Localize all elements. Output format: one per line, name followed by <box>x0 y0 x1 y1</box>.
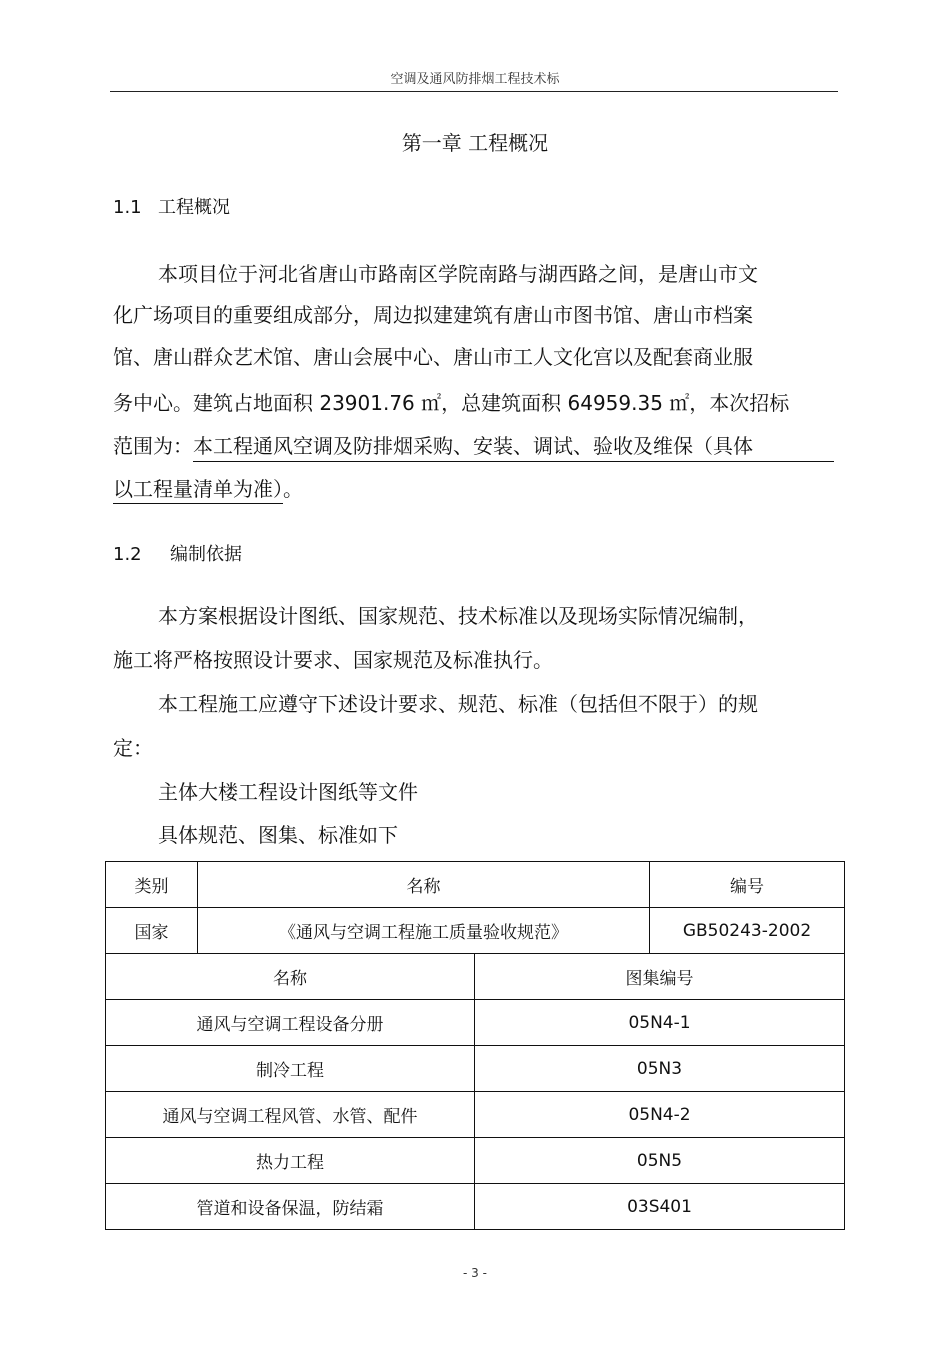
paragraph-line: 馆、唐山群众艺术馆、唐山会展中心、唐山市工人文化宫以及配套商业服 <box>113 345 753 369</box>
table-cell: 通风与空调工程风管、水管、配件 <box>106 1092 475 1138</box>
scope-line <box>113 473 303 502</box>
table-cell: 热力工程 <box>106 1138 475 1184</box>
table-row <box>106 908 845 954</box>
table-row <box>106 1046 845 1092</box>
section-number: 1.1 <box>113 197 142 218</box>
paragraph-line: 施工将严格按照设计要求、国家规范及标准执行。 <box>113 648 553 672</box>
table-header-cell: 类别 <box>106 862 198 908</box>
chapter-title: 第一章 工程概况 <box>401 131 549 155</box>
table-cell: 05N4-1 <box>475 1000 845 1046</box>
table-subheader-row <box>106 954 845 1000</box>
paragraph-line: 化广场项目的重要组成部分，周边拟建建筑有唐山市图书馆、唐山市档案 <box>113 303 753 327</box>
paragraph-line: 本工程施工应遵守下述设计要求、规范、标准（包括但不限于）的规 <box>158 692 758 716</box>
scope-underlined-text: 以工程量清单为准） <box>113 477 283 504</box>
page-number: - 3 - <box>463 1266 487 1280</box>
paragraph-line: 具体规范、图集、标准如下 <box>158 823 398 847</box>
table-cell: 国家 <box>106 908 198 954</box>
scope-end: 。 <box>283 477 303 501</box>
scope-underlined-text: 本工程通风空调及防排烟采购、安装、调试、验收及维保（具体 <box>193 430 834 462</box>
section-title: 编制依据 <box>170 544 242 565</box>
section-heading-1-2 <box>113 540 242 566</box>
section-number: 1.2 <box>113 544 142 565</box>
standards-table <box>105 861 845 1230</box>
table-cell: 《通风与空调工程施工质量验收规范》 <box>198 908 650 954</box>
table-cell: 05N5 <box>475 1138 845 1184</box>
page-header-title: 空调及通风防排烟工程技术标 <box>390 72 560 87</box>
table-cell: 05N4-2 <box>475 1092 845 1138</box>
table-cell: 制冷工程 <box>106 1046 475 1092</box>
table-header-row <box>106 862 845 908</box>
paragraph-line: 本项目位于河北省唐山市路南区学院南路与湖西路之间，是唐山市文 <box>158 262 758 286</box>
table-header-cell: 名称 <box>198 862 650 908</box>
paragraph-line: 定： <box>113 736 153 760</box>
table-cell: GB50243-2002 <box>650 908 845 954</box>
table-cell: 05N3 <box>475 1046 845 1092</box>
section-heading-1-1 <box>113 193 230 219</box>
table-header-cell: 名称 <box>106 954 475 1000</box>
paragraph-line: 本方案根据设计图纸、国家规范、技术标准以及现场实际情况编制， <box>158 604 758 628</box>
table-header-cell: 图集编号 <box>475 954 845 1000</box>
table-row <box>106 1138 845 1184</box>
table-cell: 03S401 <box>475 1184 845 1230</box>
table-row <box>106 1000 845 1046</box>
paragraph-line: 主体大楼工程设计图纸等文件 <box>158 780 418 804</box>
scope-line <box>113 430 834 462</box>
table-cell: 管道和设备保温，防结霜 <box>106 1184 475 1230</box>
table-row <box>106 1092 845 1138</box>
scope-prefix: 范围为： <box>113 434 193 458</box>
header-rule <box>110 91 838 92</box>
paragraph-line: 务中心。建筑占地面积 23901.76 ㎡，总建筑面积 64959.35 ㎡，本次招标 <box>113 391 790 415</box>
table-header-cell: 编号 <box>650 862 845 908</box>
table-row <box>106 1184 845 1230</box>
table-cell: 通风与空调工程设备分册 <box>106 1000 475 1046</box>
section-title: 工程概况 <box>158 197 230 218</box>
